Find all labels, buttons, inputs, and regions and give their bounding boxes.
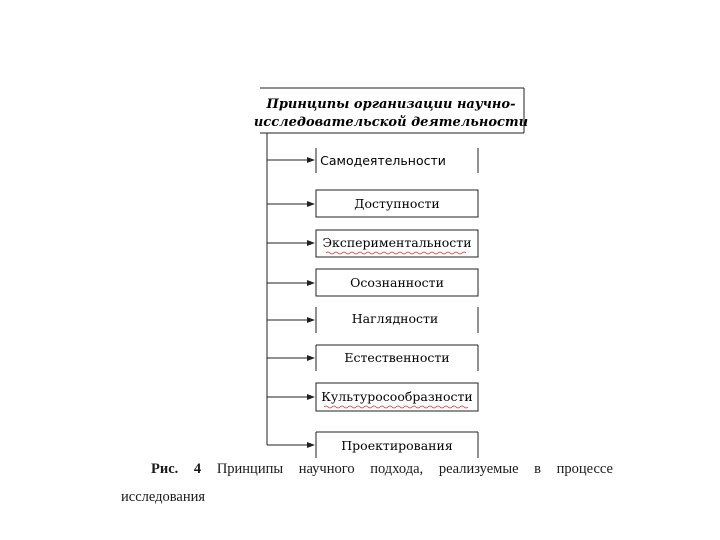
title-box	[254, 88, 528, 133]
figure-caption-line2: исследования	[121, 489, 206, 505]
principle-item	[267, 432, 478, 458]
caption-word: подхода,	[370, 461, 424, 477]
spellcheck-underline	[324, 406, 468, 408]
item-label: Наглядности	[351, 311, 439, 326]
caption-word: реализуемые	[438, 461, 519, 477]
principle-item	[267, 148, 478, 173]
item-label: Естественности	[344, 350, 450, 365]
principle-item	[267, 230, 478, 257]
principle-item	[267, 269, 478, 296]
item-label: Осознанности	[350, 275, 444, 290]
caption-figure-label: Рис.	[151, 461, 179, 477]
item-label: Самодеятельности	[320, 153, 446, 168]
figure-caption-line1	[151, 461, 613, 478]
principle-item	[267, 190, 478, 217]
caption-figure-number: 4	[193, 461, 202, 477]
spellcheck-underline	[326, 252, 466, 254]
item-label: Проектирования	[341, 438, 453, 453]
principle-item	[267, 307, 478, 333]
item-label: Доступности	[354, 196, 440, 211]
diagram-title-line2: исследовательской деятельности	[253, 115, 529, 130]
caption-word: в	[534, 461, 542, 477]
principle-item	[267, 383, 478, 411]
caption-word: научного	[298, 461, 355, 477]
diagram-title-line1: Принципы организации научно-	[266, 97, 516, 112]
caption-word: процессе	[556, 461, 613, 477]
item-label: Культуросообразности	[321, 389, 473, 404]
item-label: Экспериментальности	[322, 235, 472, 250]
caption-word: Принципы	[216, 461, 284, 477]
principle-item	[267, 345, 478, 371]
